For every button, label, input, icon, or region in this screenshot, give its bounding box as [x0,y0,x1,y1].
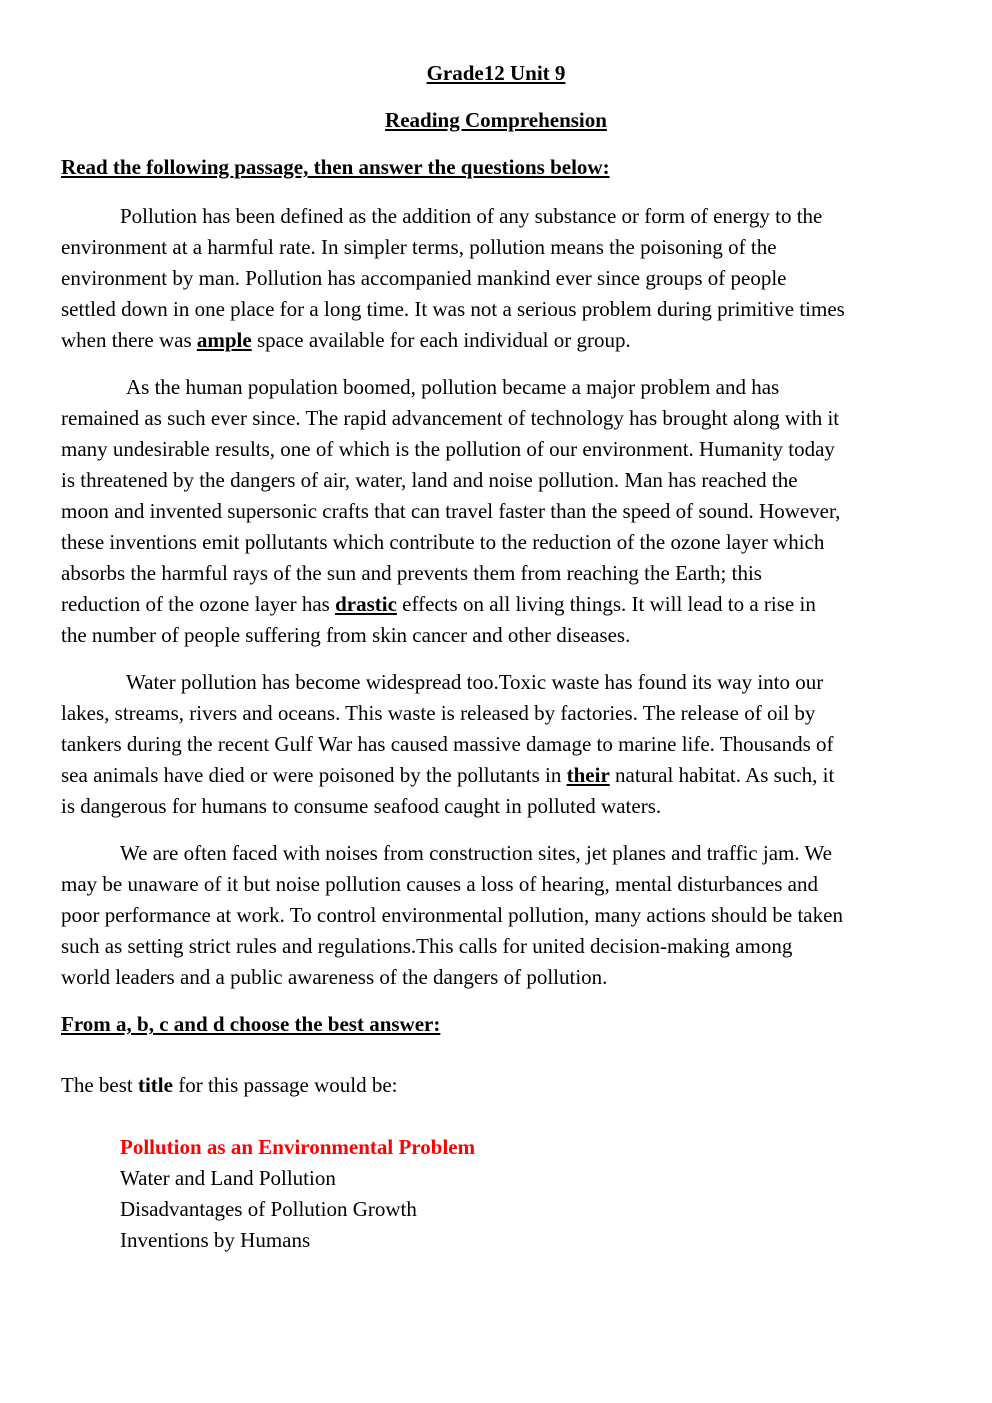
text-run: reduction of the ozone layer has [61,592,336,616]
text-run: sea animals have died or were poisoned by the pollutants in [61,763,567,787]
questions-instruction: From a, b, c and d choose the best answer: [61,1012,441,1036]
paragraph-line: is threatened by the dangers of air, water, land and noise pollution. Man has reached the [61,468,798,492]
paragraph-3 [61,667,941,822]
text-run: natural habitat. As such, it [609,763,835,787]
text-run: when there was [61,328,197,352]
document-title: Grade12 Unit 9 [426,61,566,85]
paragraph-line: settled down in one place for a long time. It was not a serious problem during primitive times [61,297,845,321]
paragraph-line [61,760,941,791]
paragraph-line: Water pollution has become widespread too.Toxic waste has found its way into our [126,670,824,694]
paragraph-line: poor performance at work. To control environmental pollution, many actions should be taken [61,903,843,927]
paragraph-line: environment at a harmful rate. In simpler terms, pollution means the poisoning of the [61,235,777,259]
text-run: The best [61,1073,138,1097]
paragraph-line: these inventions emit pollutants which contribute to the reduction of the ozone layer which [61,530,825,554]
paragraph-line: many undesirable results, one of which is the pollution of our environment. Humanity today [61,437,835,461]
paragraph-line: We are often faced with noises from construction sites, jet planes and traffic jam. We [120,841,832,865]
paragraph-line: tankers during the recent Gulf War has caused massive damage to marine life. Thousands of [61,732,834,756]
paragraph-line: lakes, streams, rivers and oceans. This waste is released by factories. The release of oil by [61,701,816,725]
vocabulary-keyword: ample [196,328,252,352]
answer-option: Inventions by Humans [120,1228,311,1252]
answer-option: Water and Land Pollution [120,1166,336,1190]
text-run: space available for each individual or group. [251,328,631,352]
paragraph-line [61,325,941,356]
paragraph-4 [61,838,941,993]
text-run: for this passage would be: [172,1073,398,1097]
paragraph-line: may be unaware of it but noise pollution causes a loss of hearing, mental disturbances and [61,872,818,896]
paragraph-line: such as setting strict rules and regulations.This calls for united decision-making among [61,934,793,958]
prompt-keyword: title [137,1073,173,1097]
paragraph-2 [61,372,941,651]
question-1-prompt [61,1073,398,1098]
paragraph-line: As the human population boomed, pollution became a major problem and has [126,375,780,399]
paragraph-line: Pollution has been defined as the addition of any substance or form of energy to the [120,204,823,228]
vocabulary-keyword: drastic [335,592,397,616]
paragraph-line: is dangerous for humans to consume seafood caught in polluted waters. [61,794,662,818]
paragraph-line: environment by man. Pollution has accompanied mankind ever since groups of people [61,266,787,290]
document-subtitle: Reading Comprehension [385,108,607,132]
answer-option: Disadvantages of Pollution Growth [120,1197,417,1221]
paragraph-line: moon and invented supersonic crafts that can travel faster than the speed of sound. However, [61,499,841,523]
vocabulary-keyword: their [566,763,610,787]
answer-option-correct: Pollution as an Environmental Problem [120,1135,476,1159]
paragraph-1 [61,201,941,356]
paragraph-line: absorbs the harmful rays of the sun and prevents them from reaching the Earth; this [61,561,762,585]
paragraph-line: the number of people suffering from skin cancer and other diseases. [61,623,631,647]
text-run: effects on all living things. It will lead to a rise in [396,592,816,616]
passage-instruction: Read the following passage, then answer the questions below: [61,155,610,179]
paragraph-line: world leaders and a public awareness of the dangers of pollution. [61,965,608,989]
paragraph-line: remained as such ever since. The rapid advancement of technology has brought along with it [61,406,840,430]
question-1-options [120,1132,475,1256]
paragraph-line [61,589,941,620]
